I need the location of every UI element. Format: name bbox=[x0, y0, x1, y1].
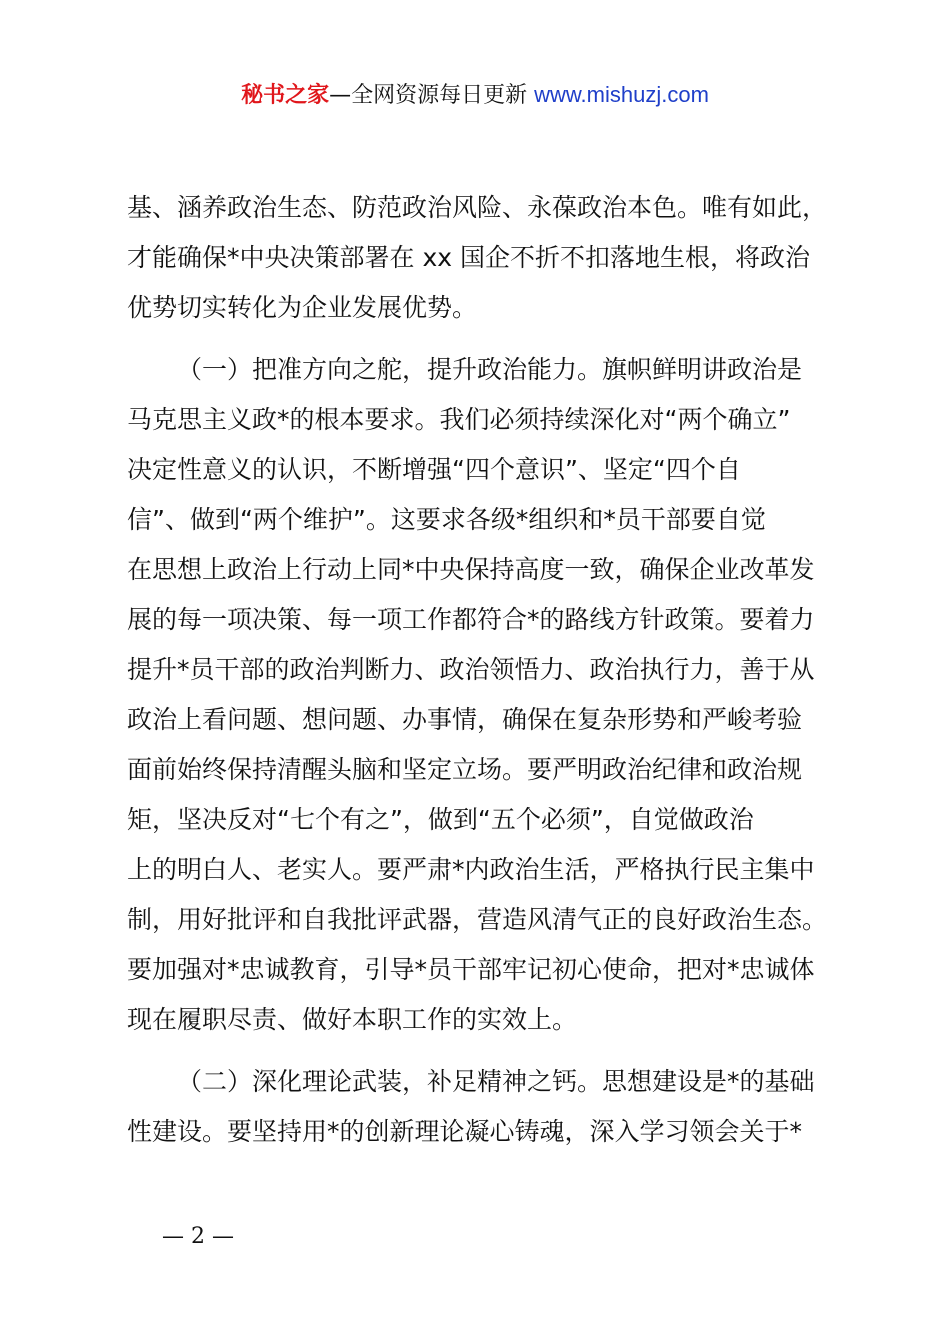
text-line: 信”、做到“两个维护”。这要求各级*组织和*员干部要自觉 bbox=[127, 505, 766, 534]
text-line: 面前始终保持清醒头脑和坚定立场。要严明政治纪律和政治规 bbox=[127, 755, 803, 784]
site-url-link[interactable]: www.mishuzj.com bbox=[534, 82, 709, 107]
text-line: 制，用好批评和自我批评武器，营造风清气正的良好政治生态。 bbox=[127, 905, 828, 934]
site-brand: 秘书之家 bbox=[241, 83, 330, 108]
text-line: 矩，坚决反对“七个有之”，做到“五个必须”，自觉做政治 bbox=[127, 805, 754, 834]
text-line: （二）深化理论武装，补足精神之钙。思想建设是*的基础 bbox=[177, 1067, 815, 1096]
text-line: 上的明白人、老实人。要严肃*内政治生活，严格执行民主集中 bbox=[127, 855, 815, 884]
text-line: 性建设。要坚持用*的创新理论凝心铸魂，深入学习领会关于* bbox=[127, 1117, 803, 1146]
text-line: 优势切实转化为企业发展优势。 bbox=[127, 293, 478, 322]
document-body bbox=[127, 183, 833, 1157]
text-line: 展的每一项决策、每一项工作都符合*的路线方针政策。要着力 bbox=[127, 605, 815, 634]
site-header bbox=[0, 78, 950, 113]
text-line: 要加强对*忠诚教育，引导*员干部牢记初心使命，把对*忠诚体 bbox=[127, 955, 815, 984]
text-line: 基、涵养政治生态、防范政治风险、永葆政治本色。唯有如此， bbox=[127, 193, 828, 222]
text-line: 提升*员干部的政治判断力、政治领悟力、政治执行力，善于从 bbox=[127, 655, 815, 684]
text-line: 现在履职尽责、做好本职工作的实效上。 bbox=[127, 1005, 578, 1034]
text-line: 马克思主义政*的根本要求。我们必须持续深化对“两个确立” bbox=[127, 405, 791, 434]
text-line: （一）把准方向之舵，提升政治能力。旗帜鲜明讲政治是 bbox=[177, 355, 803, 384]
paragraph bbox=[127, 345, 833, 1045]
text-line: 在思想上政治上行动上同*中央保持高度一致，确保企业改革发 bbox=[127, 555, 815, 584]
text-line: 决定性意义的认识，不断增强“四个意识”、坚定“四个自 bbox=[127, 455, 741, 484]
paragraph bbox=[127, 1057, 833, 1157]
site-tagline: —全网资源每日更新 bbox=[329, 83, 528, 108]
page-number: — 2 — bbox=[162, 1224, 234, 1249]
text-line: 政治上看问题、想问题、办事情，确保在复杂形势和严峻考验 bbox=[127, 705, 803, 734]
paragraph bbox=[127, 183, 833, 333]
text-line: 才能确保*中央决策部署在 xx 国企不折不扣落地生根，将政治 bbox=[127, 243, 810, 272]
